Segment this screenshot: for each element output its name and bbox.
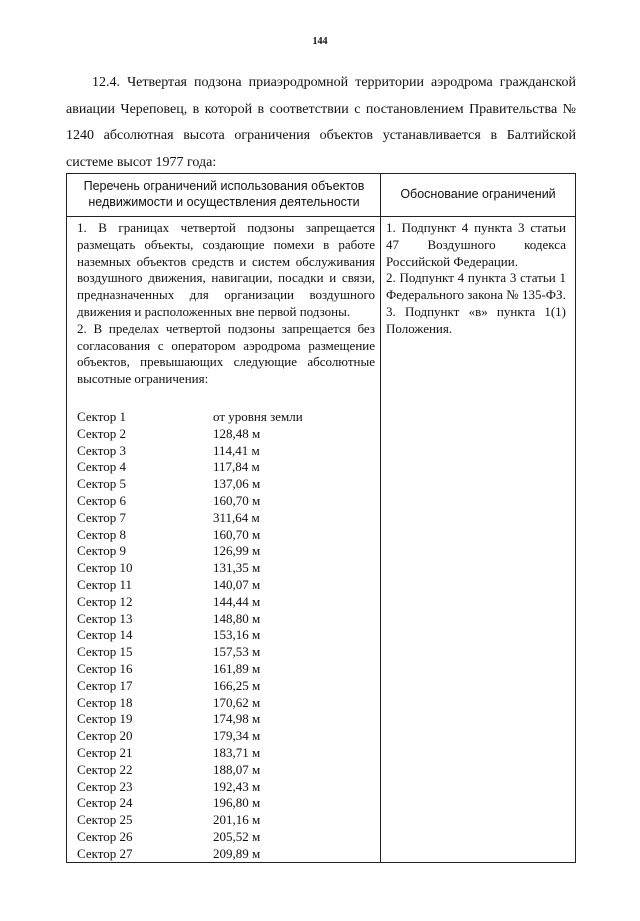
sector-height-value: 160,70 м — [213, 492, 261, 508]
sector-height-value: 131,35 м — [213, 560, 261, 576]
sector-row — [77, 476, 375, 493]
sector-row — [77, 543, 375, 560]
justification-item-1: 1. Подпункт 4 пункта 3 статьи 47 Воздушного кодекса Российской Федерации. — [386, 220, 566, 269]
sector-name: Сектор 12 — [77, 593, 133, 609]
sector-row — [77, 644, 375, 661]
sector-name: Сектор 19 — [77, 711, 133, 727]
restriction-item-1: 1. В границах четвертой подзоны запрещается размещать объекты, создающие помехи в работе наземных объектов средств и систем обслуживания воздушного движения, навигации, посадки и связи, предназначенных для организации воздушного движения и расположенных вне первой подзоны. — [77, 220, 375, 319]
sector-row — [77, 829, 375, 846]
intro-paragraph — [66, 70, 576, 176]
sector-height-value: 166,25 м — [213, 677, 261, 693]
sector-row — [77, 611, 375, 628]
sector-height-value: 196,80 м — [213, 795, 261, 811]
sector-row — [77, 779, 375, 796]
sector-row — [77, 846, 375, 863]
sector-row — [77, 627, 375, 644]
sector-name: Сектор 6 — [77, 492, 127, 508]
sector-name: Сектор 8 — [77, 526, 127, 542]
sector-height-value: 161,89 м — [213, 660, 261, 676]
sector-height-value: 144,44 м — [213, 593, 261, 609]
sector-row — [77, 577, 375, 594]
sector-height-value: 170,62 м — [213, 694, 261, 710]
sector-name: Сектор 4 — [77, 459, 127, 475]
sector-height-value: 140,07 м — [213, 576, 261, 592]
sector-name: Сектор 14 — [77, 627, 133, 643]
page-number: 144 — [312, 36, 328, 47]
justification-item-3: 3. Подпункт «в» пункта 1(1) Положения. — [386, 303, 566, 336]
sector-row — [77, 728, 375, 745]
sector-name: Сектор 9 — [77, 543, 127, 559]
sector-height-value: 160,70 м — [213, 526, 261, 542]
restrictions-cell — [77, 220, 375, 388]
sector-name: Сектор 24 — [77, 795, 133, 811]
sector-row — [77, 695, 375, 712]
sector-name: Сектор 15 — [77, 644, 133, 660]
sector-height-value: 137,06 м — [213, 476, 261, 492]
sector-row — [77, 678, 375, 695]
sector-height-value: 153,16 м — [213, 627, 261, 643]
sector-row — [77, 560, 375, 577]
sector-row — [77, 812, 375, 829]
sector-list — [77, 409, 375, 863]
header-justification: Обоснование ограничений — [400, 187, 556, 201]
sector-name: Сектор 26 — [77, 828, 133, 844]
sector-name: Сектор 27 — [77, 845, 133, 861]
sector-row — [77, 443, 375, 460]
column-divider — [380, 174, 381, 862]
justification-item-2: 2. Подпункт 4 пункта 3 статьи 1 Федерального закона № 135-ФЗ. — [386, 270, 566, 303]
sector-row — [77, 795, 375, 812]
sector-name: Сектор 11 — [77, 576, 133, 592]
sector-row — [77, 661, 375, 678]
header-restrictions-list: Перечень ограничений использования объектов недвижимости и осуществления деятельности — [83, 179, 365, 209]
sector-name: Сектор 21 — [77, 744, 133, 760]
sector-name: Сектор 22 — [77, 761, 133, 777]
sector-name: Сектор 5 — [77, 476, 127, 492]
sector-name: Сектор 17 — [77, 677, 133, 693]
intro-text: 12.4. Четвертая подзона приаэродромной территории аэродрома гражданской авиации Череповец, в которой в соответствии с постановлением Правительства № 1240 абсолютная высота ограничения объектов устанавливается в Балтийской системе высот 1977 года: — [66, 75, 576, 170]
sector-row — [77, 426, 375, 443]
sector-row — [77, 510, 375, 527]
sector-name: Сектор 25 — [77, 812, 133, 828]
sector-row — [77, 762, 375, 779]
sector-row — [77, 459, 375, 476]
restriction-item-2: 2. В пределах четвертой подзоны запрещается без согласования с оператором аэродрома размещение объектов, превышающих следующие абсолютные высотные ограничения: — [77, 320, 375, 387]
sector-height-value: 188,07 м — [213, 761, 261, 777]
sector-name: Сектор 1 — [77, 409, 127, 424]
sector-row — [77, 527, 375, 544]
sector-row — [77, 594, 375, 611]
sector-name: Сектор 13 — [77, 610, 133, 626]
sector-height-value: 117,84 м — [213, 459, 260, 475]
sector-height-value: 311,64 м — [213, 509, 260, 525]
sector-height-value: 157,53 м — [213, 644, 261, 660]
sector-row — [77, 493, 375, 510]
sector-height-value: 209,89 м — [213, 845, 261, 861]
sector-height-value: 148,80 м — [213, 610, 261, 626]
sector-height-value: 174,98 м — [213, 711, 261, 727]
sector-row — [77, 711, 375, 728]
sector-height-value: 126,99 м — [213, 543, 261, 559]
justification-cell — [386, 220, 566, 338]
sector-name: Сектор 16 — [77, 660, 133, 676]
sector-height-value: 128,48 м — [213, 425, 261, 441]
sector-name: Сектор 18 — [77, 694, 133, 710]
sector-height-value: 205,52 м — [213, 828, 261, 844]
sector-row — [77, 745, 375, 762]
sector-name: Сектор 23 — [77, 778, 133, 794]
header-divider — [67, 216, 575, 217]
sector-height-value: 201,16 м — [213, 812, 261, 828]
sector-name: Сектор 20 — [77, 728, 133, 744]
sector-name: Сектор 7 — [77, 509, 127, 525]
restrictions-table — [66, 173, 576, 863]
sector-height-value: от уровня земли — [213, 409, 303, 424]
sector-height-value: 192,43 м — [213, 778, 261, 794]
sector-name: Сектор 3 — [77, 442, 127, 458]
sector-name: Сектор 10 — [77, 560, 133, 576]
sector-row — [77, 409, 375, 426]
sector-height-value: 114,41 м — [213, 442, 260, 458]
sector-height-value: 183,71 м — [213, 744, 261, 760]
sector-name: Сектор 2 — [77, 425, 127, 441]
sector-height-value: 179,34 м — [213, 728, 261, 744]
